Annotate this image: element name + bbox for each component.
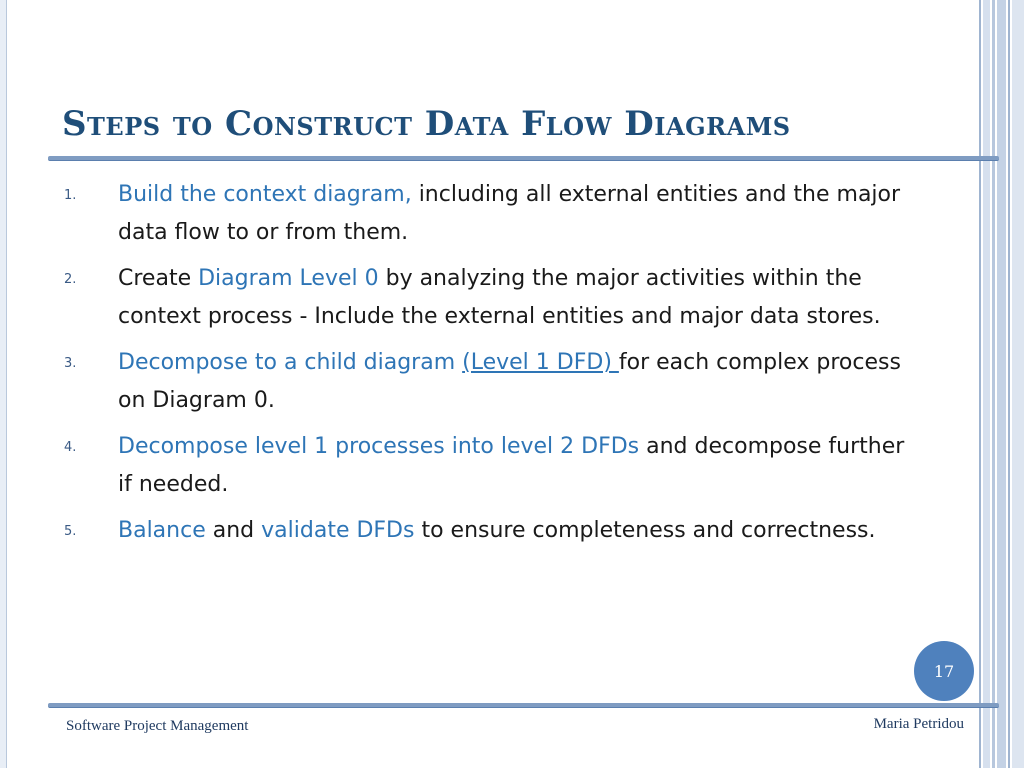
list-item-number: 5. (64, 524, 77, 539)
right-stripe (992, 0, 995, 768)
highlighted-text: validate DFDs (261, 518, 415, 543)
list-item (64, 344, 924, 420)
page-number-badge: 17 (914, 641, 974, 701)
body-text: including all external entities and the major data flow to or from them. (118, 182, 901, 245)
body-text: Create (118, 266, 199, 291)
list-item-number: 3. (64, 356, 77, 371)
list-item-number: 1. (64, 188, 77, 203)
list-item-text (118, 428, 924, 504)
highlighted-text: (Level 1 DFD) (462, 350, 619, 375)
body-text: to ensure completeness and correctness. (414, 518, 876, 543)
right-stripe (1008, 0, 1010, 768)
footer-divider (48, 703, 999, 708)
list-item-number: 4. (64, 440, 77, 455)
body-text: for each complex process on Diagram 0. (118, 350, 901, 413)
list-item (64, 260, 924, 336)
highlighted-text: Balance (118, 518, 206, 543)
list-item-number: 2. (64, 272, 77, 287)
highlighted-text: Diagram Level 0 (198, 266, 379, 291)
highlighted-text: Decompose to a child diagram (118, 350, 463, 375)
body-text: and decompose further if needed. (118, 434, 905, 497)
list-item (64, 176, 924, 252)
right-stripe (997, 0, 1006, 768)
left-border (0, 0, 7, 768)
footer-course: Software Project Management (66, 718, 249, 734)
steps-list (64, 176, 924, 559)
body-text: and (205, 518, 262, 543)
footer-author: Maria Petridou (873, 716, 964, 732)
list-item-text (118, 176, 924, 252)
right-stripe (1012, 0, 1024, 768)
highlighted-text: Build the context diagram, (118, 182, 412, 207)
list-item (64, 428, 924, 504)
title-divider (48, 156, 999, 161)
slide-title: Steps to Construct Data Flow Diagrams (62, 104, 791, 144)
list-item-text (118, 260, 924, 336)
list-item-text (118, 344, 924, 420)
body-text: by analyzing the major activities within the context process - Include the external entities and major data stores. (118, 266, 881, 329)
right-stripe (983, 0, 990, 768)
list-item-text (118, 512, 924, 551)
highlighted-text: Decompose level 1 processes into level 2 DFDs (118, 434, 640, 459)
list-item (64, 512, 924, 551)
